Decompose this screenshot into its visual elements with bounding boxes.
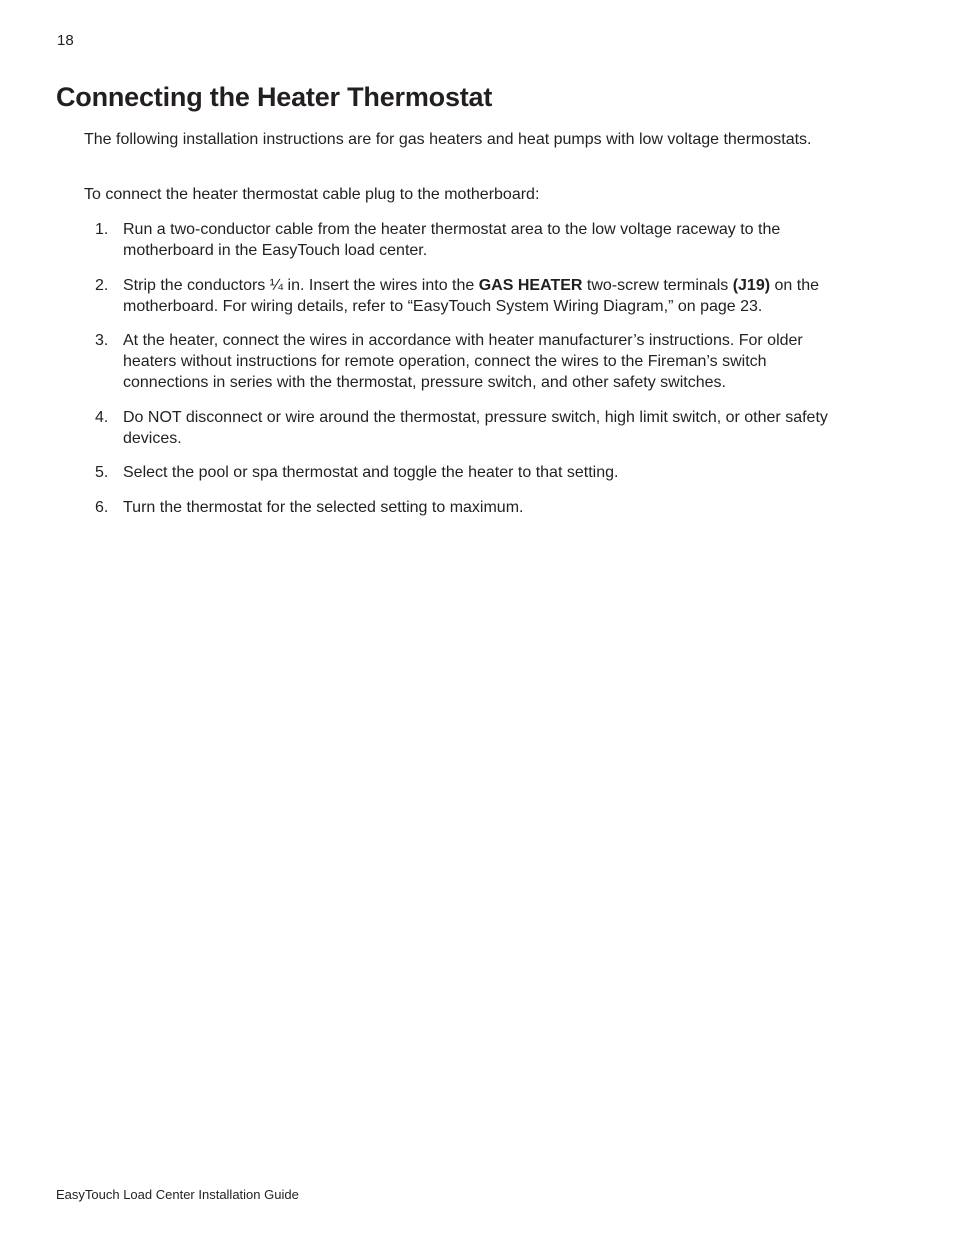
step-text: two-screw terminals [582, 276, 733, 294]
list-item [84, 407, 854, 449]
page-title: Connecting the Heater Thermostat [56, 82, 493, 112]
step-number: 1. [95, 221, 109, 238]
intro-paragraph: To connect the heater thermostat cable plug to the motherboard: [84, 186, 540, 203]
step-number: 2. [95, 276, 109, 294]
step-text: At the heater, connect the wires in accordance with heater manufacturer’s instructions. For older heaters without instructions for remote operation, connect the wires to the Fireman’s switch connections in series with the thermostat, pressure switch, and other safety switches. [123, 332, 803, 391]
step-number: 6. [95, 498, 109, 516]
step-bold-term: (J19) [732, 276, 771, 294]
step-number: 5. [95, 464, 109, 481]
step-bold-term: GAS HEATER [478, 276, 583, 294]
intro-paragraph: The following installation instructions are for gas heaters and heat pumps with low voltage thermostats. [84, 131, 812, 148]
page-footer: EasyTouch Load Center Installation Guide [56, 1187, 299, 1202]
step-text: Run a two-conductor cable from the heater thermostat area to the low voltage raceway to the motherboard in the EasyTouch load center. [123, 221, 781, 259]
instruction-steps-list [84, 219, 854, 531]
step-text: Strip the conductors ¼ in. Insert the wires into the [123, 276, 479, 294]
list-item [84, 219, 854, 261]
list-item [84, 330, 854, 393]
list-item [84, 497, 854, 518]
step-number: 3. [95, 332, 109, 349]
page-number: 18 [57, 32, 74, 49]
step-text: on the motherboard. For wiring details, refer to “EasyTouch System Wiring Diagram,” on page 23. [123, 276, 819, 315]
list-item [84, 462, 854, 483]
step-text: Select the pool or spa thermostat and toggle the heater to that setting. [123, 464, 619, 481]
list-item [84, 275, 854, 317]
step-text: Turn the thermostat for the selected setting to maximum. [123, 498, 524, 516]
step-text: Do NOT disconnect or wire around the thermostat, pressure switch, high limit switch, or other safety devices. [123, 408, 828, 447]
step-number: 4. [95, 408, 109, 426]
